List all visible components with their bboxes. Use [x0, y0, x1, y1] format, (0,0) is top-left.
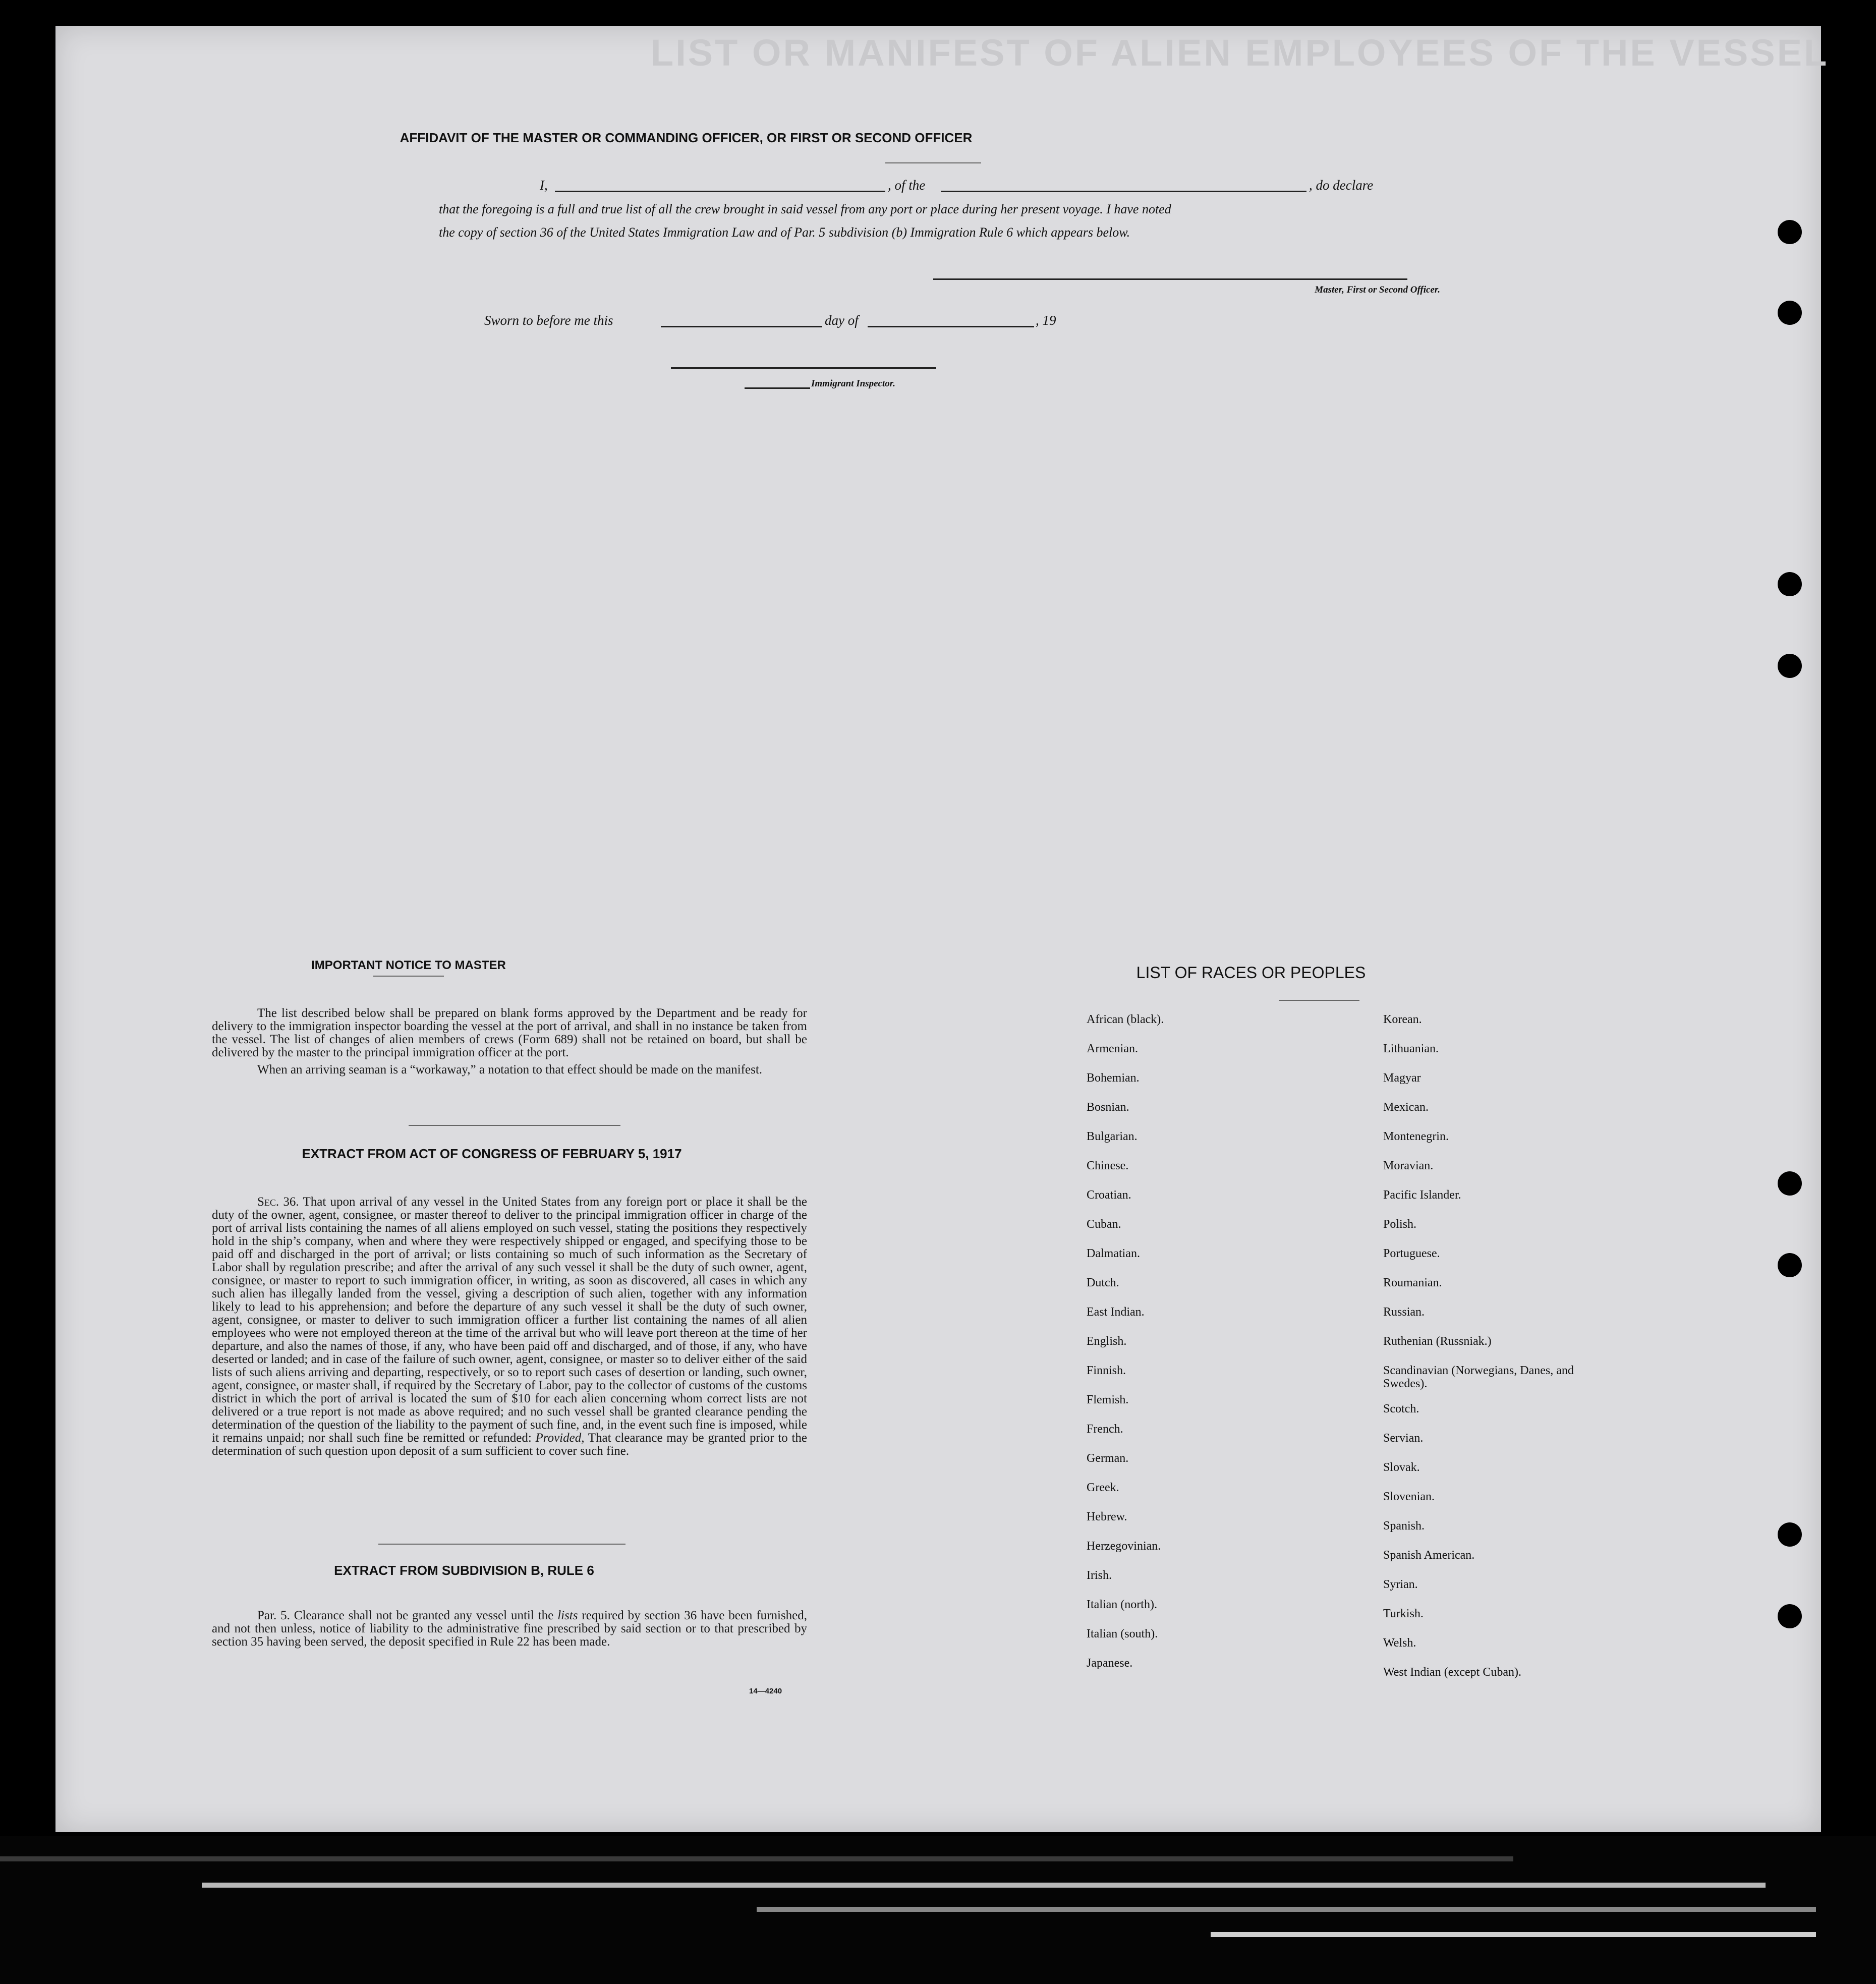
race-item: Polish. [1383, 1218, 1417, 1231]
declarant-name-field[interactable] [555, 191, 885, 192]
race-item: Hebrew. [1087, 1510, 1127, 1523]
master-signature-field[interactable] [933, 278, 1407, 280]
divider [1279, 1000, 1359, 1001]
section-body: That upon arrival of any vessel in the United States from any foreign port or place it shall be the duty of the owner, agent, consignee, or master thereof to deliver to the principal immigration officer in charge of the port of arrival lists containing the names of all aliens employed on such vessel, stating the positions they respectively hold in the ship’s company, when and where they were respectively shipped or engaged, and specifying those to be paid off and discharged in the port of arrival; or lists containing so much of such information as the Secretary of Labor shall by regulation prescribe; and after the arrival of any such vessel it shall be the duty of such owner, agent, consignee, or master to report to such immigration officer, in writing, as soon as discovered, all cases in which any such alien has illegally landed from the vessel, giving a description of such alien, together with any information likely to lead to his apprehension; and before the departure of any such vessel it shall be the duty of such owner, agent, consignee, or master to deliver to such immigration officer a further list containing the names of all alien employees who were not employed thereon at the time of the arrival but who will leave port thereon at the time of her departure, and also the names of those, if any, who have been paid off and discharged, and of those, if any, who have deserted or landed; and in case of the failure of such owner, agent, consignee, or master so to deliver either of the said lists of such aliens arriving and departing, respectively, or so to report such cases of desertion or landing, such owner, agent, consignee, or master shall, if required by the Secretary of Labor, pay to the collector of customs of the customs district in which the port of arrival is located the sum of $10 for each alien concerning whom correct lists are not delivered or a true report is not made as above required; and no such vessel shall be granted clearance pending the determination of the question of the liability to the payment of such fine, and, in the event such fine is imposed, while it remains unpaid; nor shall such fine be remitted or refunded: [212, 1195, 807, 1445]
race-item: Japanese. [1087, 1657, 1133, 1670]
race-item: Korean. [1383, 1013, 1422, 1026]
race-item: French. [1087, 1423, 1123, 1436]
race-item: Scandinavian (Norwegians, Danes, and Swedes). [1383, 1364, 1574, 1390]
divider [373, 976, 444, 977]
sworn-month-field[interactable] [868, 326, 1034, 327]
rule-lists-word: lists [557, 1609, 578, 1622]
document-page [55, 26, 1829, 1832]
rule-body-a: Par. 5. Clearance shall not be granted any vessel until the [257, 1609, 554, 1622]
race-item: Bosnian. [1087, 1101, 1129, 1114]
race-item: Bohemian. [1087, 1071, 1140, 1085]
race-item: Slovenian. [1383, 1490, 1435, 1503]
affidavit-line-1 [484, 178, 1493, 198]
do-declare-label: , do declare [1309, 178, 1374, 193]
sworn-label: Sworn to before me this [484, 313, 613, 328]
inspector-signature-field[interactable] [671, 367, 936, 369]
punch-hole [1778, 654, 1802, 678]
race-item: Pacific Islander. [1383, 1188, 1461, 1202]
race-item: Montenegrin. [1383, 1130, 1449, 1143]
race-item: German. [1087, 1452, 1129, 1465]
race-item: Dalmatian. [1087, 1247, 1140, 1260]
race-item: Magyar [1383, 1071, 1421, 1085]
extract-rule-paragraph [212, 1609, 807, 1649]
race-item: Cuban. [1087, 1218, 1121, 1231]
sworn-line [484, 313, 1190, 333]
punch-hole [1778, 572, 1802, 596]
race-item: Bulgarian. [1087, 1130, 1138, 1143]
extract-act-text [212, 1196, 807, 1462]
day-of-label: day of [825, 313, 859, 328]
punch-hole [1778, 301, 1802, 325]
race-item: Russian. [1383, 1306, 1425, 1319]
scan-streak [757, 1907, 1816, 1912]
races-list-right [1383, 1013, 1585, 1695]
declarant-label: I, [540, 178, 548, 193]
race-item: West Indian (except Cuban). [1383, 1666, 1521, 1679]
notice-paragraph-1: The list described below shall be prepared on blank forms approved by the Department and be ready for delivery to the immigration inspector boarding the vessel at the port of arrival, and shall in no instance be taken from the vessel. The list of changes of alien members of crews (Form 689) shall not be retained on board, but shall be delivered by the master to the principal immigration officer at the port. [212, 1006, 807, 1059]
divider [409, 1125, 620, 1126]
sworn-day-field[interactable] [661, 326, 822, 327]
race-item: East Indian. [1087, 1306, 1145, 1319]
scan-edge [0, 1836, 1876, 1984]
race-item: Croatian. [1087, 1188, 1131, 1202]
scan-streak [1211, 1932, 1816, 1937]
vessel-name-field[interactable] [941, 191, 1306, 192]
of-the-label: , of the [888, 178, 926, 193]
race-item: Slovak. [1383, 1461, 1420, 1474]
rule-body-b: required by section 36 have been furnished, and not then unless, notice of liability to the administrative fine prescribed by said section or to that prescribed by section 35 having been served, the deposit specified in Rule 22 has been made. [212, 1609, 808, 1649]
notice-paragraph-2: When an arriving seaman is a “workaway,” a notation to that effect should be made on the manifest. [257, 1063, 763, 1076]
inspector-short-rule [745, 387, 810, 389]
proviso-text: That clearance may be granted prior to the determination of such question upon deposit of a sum sufficient to cover such fine. [212, 1431, 807, 1458]
affidavit-body-line-3: the copy of section 36 of the United States Immigration Law and of Par. 5 subdivision (b) Immigration Rule 6 which appears below. [439, 225, 1130, 240]
race-item: Italian (north). [1087, 1598, 1157, 1611]
proviso-label: Provided, [535, 1431, 585, 1445]
race-item: Scotch. [1383, 1402, 1419, 1415]
scan-streak [0, 1856, 1513, 1861]
race-item: Italian (south). [1087, 1627, 1158, 1640]
race-item: Lithuanian. [1383, 1042, 1439, 1055]
race-item: Herzegovinian. [1087, 1540, 1161, 1553]
race-item: Spanish American. [1383, 1549, 1475, 1562]
race-item: African (black). [1087, 1013, 1164, 1026]
race-item: Syrian. [1383, 1578, 1418, 1591]
notice-text [212, 1007, 807, 1081]
section-label: Sec. 36. [257, 1195, 299, 1209]
punch-hole [1778, 1171, 1802, 1196]
races-list-left [1087, 1013, 1164, 1686]
year-label: , 19 [1036, 313, 1056, 328]
race-item: Ruthenian (Russniak.) [1383, 1335, 1492, 1348]
punch-hole [1778, 1522, 1802, 1547]
race-item: Finnish. [1087, 1364, 1126, 1377]
race-item: English. [1087, 1335, 1127, 1348]
extract-rule-title: EXTRACT FROM SUBDIVISION B, RULE 6 [334, 1563, 594, 1578]
affidavit-title: AFFIDAVIT OF THE MASTER OR COMMANDING OFFICER, OR FIRST OR SECOND OFFICER [400, 130, 973, 145]
divider [885, 162, 981, 163]
extract-rule-text [212, 1609, 807, 1653]
race-item: Dutch. [1087, 1276, 1119, 1289]
affidavit-body-line-2: that the foregoing is a full and true list of all the crew brought in said vessel from any port or place during her present voyage. I have noted [439, 202, 1171, 216]
race-item: Welsh. [1383, 1636, 1416, 1650]
scan-streak [202, 1883, 1766, 1888]
race-item: Turkish. [1383, 1607, 1424, 1620]
race-item: Portuguese. [1383, 1247, 1440, 1260]
master-signature-caption: Master, First or Second Officer. [1315, 285, 1440, 295]
races-title: LIST OF RACES OR PEOPLES [1136, 963, 1366, 982]
extract-act-paragraph [212, 1196, 807, 1458]
race-item: Mexican. [1383, 1101, 1429, 1114]
bleed-through-text: LIST OR MANIFEST OF ALIEN EMPLOYEES OF THE VESSEL [651, 32, 1829, 74]
punch-hole [1778, 220, 1802, 244]
divider [378, 1544, 626, 1545]
race-item: Servian. [1383, 1432, 1424, 1445]
punch-hole [1778, 1604, 1802, 1628]
race-item: Moravian. [1383, 1159, 1434, 1172]
race-item: Spanish. [1383, 1519, 1425, 1533]
inspector-caption: Immigrant Inspector. [811, 378, 895, 389]
race-item: Greek. [1087, 1481, 1119, 1494]
form-number: 14—4240 [749, 1687, 782, 1695]
race-item: Armenian. [1087, 1042, 1138, 1055]
extract-act-title: EXTRACT FROM ACT OF CONGRESS OF FEBRUARY 5, 1917 [302, 1146, 682, 1161]
punch-hole [1778, 1253, 1802, 1277]
race-item: Chinese. [1087, 1159, 1129, 1172]
notice-title: IMPORTANT NOTICE TO MASTER [311, 958, 506, 972]
race-item: Flemish. [1087, 1393, 1129, 1406]
race-item: Roumanian. [1383, 1276, 1442, 1289]
race-item: Irish. [1087, 1569, 1112, 1582]
